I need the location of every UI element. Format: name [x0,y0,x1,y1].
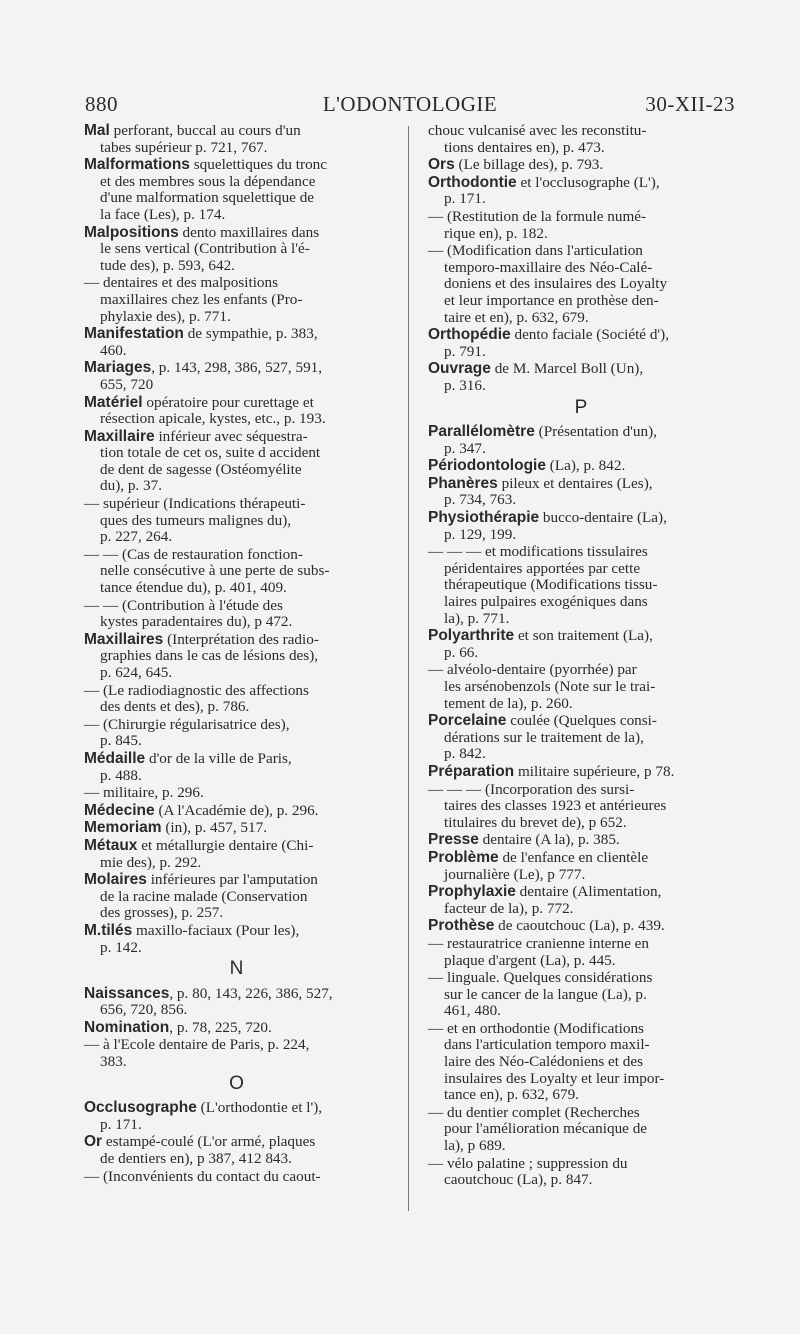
index-entry [428,361,734,394]
entry-text: — — (Cas de restauration fonction- [84,545,303,563]
column-divider [408,126,409,1211]
entry-text: , p. 80, 143, 226, 386, 527, [169,984,333,1002]
index-entry [428,850,734,883]
entry-text: dento faciale (Société d'), [510,326,670,344]
entry-text: d'or de la ville de Paris, [145,749,292,767]
index-entry [428,123,734,156]
entry-keyword: Porcelaine [428,712,507,730]
index-entry [84,326,389,359]
entry-text: 656, 720, 856. [100,1001,188,1019]
entry-keyword: Médaille [84,749,146,767]
entry-text: taire et en), p. 632, 679. [444,308,589,326]
index-entry [84,683,389,716]
entry-keyword: Memoriam [84,819,162,837]
entry-keyword: Nomination [84,1018,170,1036]
index-entry [428,327,734,360]
index-entry [428,884,734,917]
index-entry [84,547,389,597]
entry-keyword: Manifestation [84,325,184,343]
entry-text: caoutchouc (La), p. 847. [444,1171,593,1189]
entry-text: maxillo-faciaux (Pour les), [132,921,300,939]
section-letter: N [229,958,244,980]
index-entry [84,803,389,820]
entry-text: militaire supérieure, p 78. [514,762,675,780]
entry-text: de sympathie, p. 383, [183,325,318,343]
index-entry [428,424,734,457]
entry-text: squelettiques du tronc [189,156,328,174]
entry-text: perforant, buccal au cours d'un [109,122,301,139]
index-entry [428,1156,734,1189]
entry-text: tion totale de cet os, suite d accident [100,444,321,462]
index-entry [428,209,734,242]
entry-keyword: Malformations [84,156,190,174]
entry-text: de l'enfance en clientèle [498,848,649,866]
index-entry [84,820,389,837]
index-entry [84,123,389,156]
entry-text: les arsénobenzols (Note sur le trai- [444,678,656,695]
entry-text: dento maxillaires dans [178,223,320,241]
index-entry [428,510,734,543]
index-entry [84,429,389,495]
entry-keyword: Physiothérapie [428,509,540,527]
entry-text: d'une malformation squelettique de [100,189,315,207]
entry-text: — à l'Ecole dentaire de Paris, p. 224, [84,1036,310,1054]
index-entry [84,157,389,223]
entry-text: p. 734, 763. [444,491,517,509]
entry-text: de caoutchouc (La), p. 439. [494,917,665,935]
entry-text: journalière (Le), p 777. [444,865,586,883]
entry-text: p. 347. [444,439,486,457]
entry-text: inférieur avec séquestra- [154,427,308,445]
entry-keyword: Mal [84,122,110,139]
entry-keyword: Métaux [84,836,138,854]
journal-title: L'ODONTOLOGIE [322,92,498,116]
index-entry [428,764,734,781]
entry-text: — vélo palatine ; suppression du [428,1154,628,1172]
entry-text: des grosses), p. 257. [100,904,224,922]
index-entry [84,838,389,871]
entry-text: et leur importance en prothèse den- [444,291,659,309]
entry-text: de M. Marcel Boll (Un), [490,360,644,378]
index-entry [84,1037,389,1070]
entry-keyword: Ors [428,156,455,174]
entry-text: p. 845. [100,732,142,750]
entry-text: et l'occlusographe (L'), [516,173,660,191]
entry-text: et des membres sous la dépendance [100,172,316,190]
entry-text: — alvéolo-dentaire (pyorrhée) par [428,661,637,679]
entry-text: — militaire, p. 296. [84,784,204,802]
entry-text: (Le billage des), p. 793. [454,156,604,174]
entry-keyword: Or [84,1133,103,1151]
entry-keyword: Mariages [84,359,152,377]
entry-keyword: Prothèse [428,917,495,935]
entry-keyword: Matériel [84,393,143,411]
entry-keyword: Problème [428,848,499,866]
entry-text: plaque d'argent (La), p. 445. [444,951,616,969]
index-entry [428,628,734,661]
index-entry [84,598,389,631]
entry-keyword: Polyarthrite [428,627,515,645]
entry-text: — (Le radiodiagnostic des affections [84,681,309,699]
entry-text: (L'orthodontie et l'), [196,1099,323,1117]
entry-text: graphies dans le cas de lésions des), [100,647,319,665]
page-header [85,92,735,116]
index-entry [84,1134,389,1167]
entry-text: tions dentaires en), p. 473. [444,138,605,156]
index-entry [84,496,389,546]
entry-text: chouc vulcanisé avec les reconstitu- [428,122,647,139]
entry-text: dérations sur le traitement de la), [444,728,644,746]
left-column [84,123,389,1186]
entry-text: — dentaires et des malpositions [84,274,279,292]
index-entry [428,936,734,969]
entry-text: et métallurgie dentaire (Chi- [137,836,314,854]
entry-keyword: Médecine [84,801,155,819]
page-number: 880 [85,92,118,116]
index-entry [84,632,389,682]
entry-keyword: Phanères [428,474,498,492]
entry-keyword: Orthopédie [428,326,511,344]
entry-keyword: Périodontologie [428,457,546,475]
entry-text: , p. 143, 298, 386, 527, 591, [151,359,323,377]
entry-keyword: Ouvrage [428,360,491,378]
entry-text: coulée (Quelques consi- [506,712,657,730]
right-column [428,123,734,1190]
entry-text: doniens et des insulaires des Loyalty [444,275,668,293]
entry-text: — — (Contribution à l'étude des [84,596,283,614]
entry-text: bucco-dentaire (La), [539,509,667,527]
entry-text: résection apicale, kystes, etc., p. 193. [100,410,326,428]
entry-text: du), p. 37. [100,477,163,495]
entry-text: thérapeutique (Modifications tissu- [444,576,658,594]
entry-text: tabes supérieur p. 721, 767. [100,138,268,156]
entry-text: p. 171. [100,1115,142,1133]
entry-text: (A l'Académie de), p. 296. [154,801,319,819]
entry-text: p. 66. [444,643,479,661]
entry-text: 461, 480. [444,1002,501,1020]
entry-text: des dents et des), p. 786. [100,698,250,716]
entry-text: la face (Les), p. 174. [100,205,226,223]
entry-text: p. 142. [100,938,142,956]
index-entry [428,782,734,832]
entry-text: (Présentation d'un), [534,423,657,441]
entry-keyword: Occlusographe [84,1099,197,1117]
entry-text: tude des), p. 593, 642. [100,256,235,274]
entry-text: 460. [100,341,127,359]
entry-text: 655, 720 [100,375,154,393]
entry-text: la), p 689. [444,1137,506,1155]
entry-text: mie des), p. 292. [100,853,202,871]
entry-keyword: Molaires [84,871,147,889]
entry-text: — (Restitution de la formule numé- [428,207,647,225]
index-entry [428,918,734,935]
entry-text: temporo-maxillaire des Néo-Calé- [444,258,653,276]
entry-text: — linguale. Quelques considérations [428,969,653,987]
entry-keyword: Naissances [84,984,170,1002]
index-entry [428,458,734,475]
section-letter: O [229,1072,244,1094]
index-entry [84,717,389,750]
entry-text: de dent de sagesse (Ostéomyélite [100,460,302,478]
index-entry [428,1105,734,1155]
entry-text: opératoire pour curettage et [142,393,314,411]
entry-text: p. 129, 199. [444,525,517,543]
entry-text: le sens vertical (Contribution à l'é- [100,240,310,258]
entry-text: ques des tumeurs malignes du), [100,511,292,529]
entry-text: dentaire (A la), p. 385. [478,831,620,849]
entry-text: p. 171. [444,190,486,208]
entry-text: — restauratrice cranienne interne en [428,934,649,952]
entry-text: p. 791. [444,342,486,360]
index-entry [428,832,734,849]
entry-text: et son traitement (La), [514,627,653,645]
entry-text: — et en orthodontie (Modifications [428,1019,644,1037]
index-entry [84,1100,389,1133]
entry-text: sur le cancer de la langue (La), p. [444,985,647,1003]
entry-text: rique en), p. 182. [444,224,548,242]
entry-text: laire des Néo-Calédoniens et des [444,1053,644,1071]
index-entry [84,1020,389,1037]
entry-text: p. 624, 645. [100,664,173,681]
entry-text: (La), p. 842. [545,457,626,475]
entry-keyword: Parallélomètre [428,423,535,441]
entry-text: (Interprétation des radio- [163,630,319,648]
entry-text: pileux et dentaires (Les), [497,474,653,492]
entry-text: facteur de la), p. 772. [444,899,574,917]
entry-text: de dentiers en), p 387, 412 843. [100,1150,292,1168]
index-entry [84,275,389,325]
entry-keyword: Maxillaires [84,630,164,648]
index-entry [84,751,389,784]
entry-keyword: Maxillaire [84,427,155,445]
entry-text: inférieures par l'amputation [146,871,318,889]
entry-text: la), p. 771. [444,609,510,627]
entry-text: tement de la), p. 260. [444,694,573,712]
index-entry [84,923,389,956]
index-entry [428,243,734,326]
issue-date: 30-XII-23 [645,92,735,116]
index-entry [84,872,389,922]
entry-text: p. 227, 264. [100,528,173,546]
entry-keyword: Prophylaxie [428,883,516,901]
entry-keyword: Orthodontie [428,173,517,191]
entry-text: laires pulpaires exogéniques dans [444,593,648,611]
entry-text: maxillaires chez les enfants (Pro- [100,290,303,308]
entry-text: (in), p. 457, 517. [161,819,267,837]
index-entry [428,1021,734,1104]
entry-text: p. 316. [444,376,486,394]
entry-text: — — — (Incorporation des sursi- [428,780,635,798]
index-entry [84,986,389,1019]
entry-text: kystes paradentaires du), p 472. [100,613,293,631]
index-entry [428,157,734,174]
entry-text: tance étendue du), p. 401, 409. [100,579,287,597]
index-entry [428,175,734,208]
entry-text: taires des classes 1923 et antérieures [444,797,667,815]
index-entry [84,395,389,428]
entry-text: 383. [100,1053,127,1071]
entry-text: — (Inconvénients du contact du caout- [84,1167,321,1185]
index-entry [428,544,734,627]
entry-text: tance en), p. 632, 679. [444,1086,579,1104]
entry-text: pour l'amélioration mécanique de [444,1120,648,1138]
entry-text: estampé-coulé (L'or armé, plaques [102,1133,316,1151]
entry-keyword: M.tilés [84,921,133,939]
entry-text: p. 488. [100,766,142,784]
entry-text: titulaires du brevet de), p 652. [444,813,627,831]
index-entry [84,225,389,275]
index-entry [84,360,389,393]
entry-keyword: Malpositions [84,223,179,241]
entry-text: insulaires des Loyalty et leur impor- [444,1069,665,1087]
entry-text: nelle consécutive à une perte de subs- [100,562,330,580]
entry-text: — supérieur (Indications thérapeuti- [84,495,306,513]
index-entry [84,1169,389,1186]
index-entry [428,713,734,763]
entry-text: — (Chirurgie régularisatrice des), [84,715,290,733]
entry-text: dans l'articulation temporo maxil- [444,1036,650,1054]
entry-text: péridentaires apportées par cette [444,559,641,577]
index-entry [428,970,734,1020]
entry-text: de la racine malade (Conservation [100,887,308,905]
entry-text: phylaxie des), p. 771. [100,307,231,325]
entry-text: — du dentier complet (Recherches [428,1103,640,1121]
entry-text: dentaire (Alimentation, [515,883,662,901]
entry-text: — — — et modifications tissulaires [428,543,648,561]
index-entry [428,662,734,712]
index-entry [84,785,389,802]
entry-keyword: Préparation [428,762,515,780]
entry-text: p. 842. [444,745,486,763]
entry-text: — (Modification dans l'articulation [428,242,643,260]
section-letter: P [574,396,588,418]
entry-keyword: Presse [428,831,479,849]
entry-text: , p. 78, 225, 720. [169,1018,272,1036]
index-entry [428,476,734,509]
